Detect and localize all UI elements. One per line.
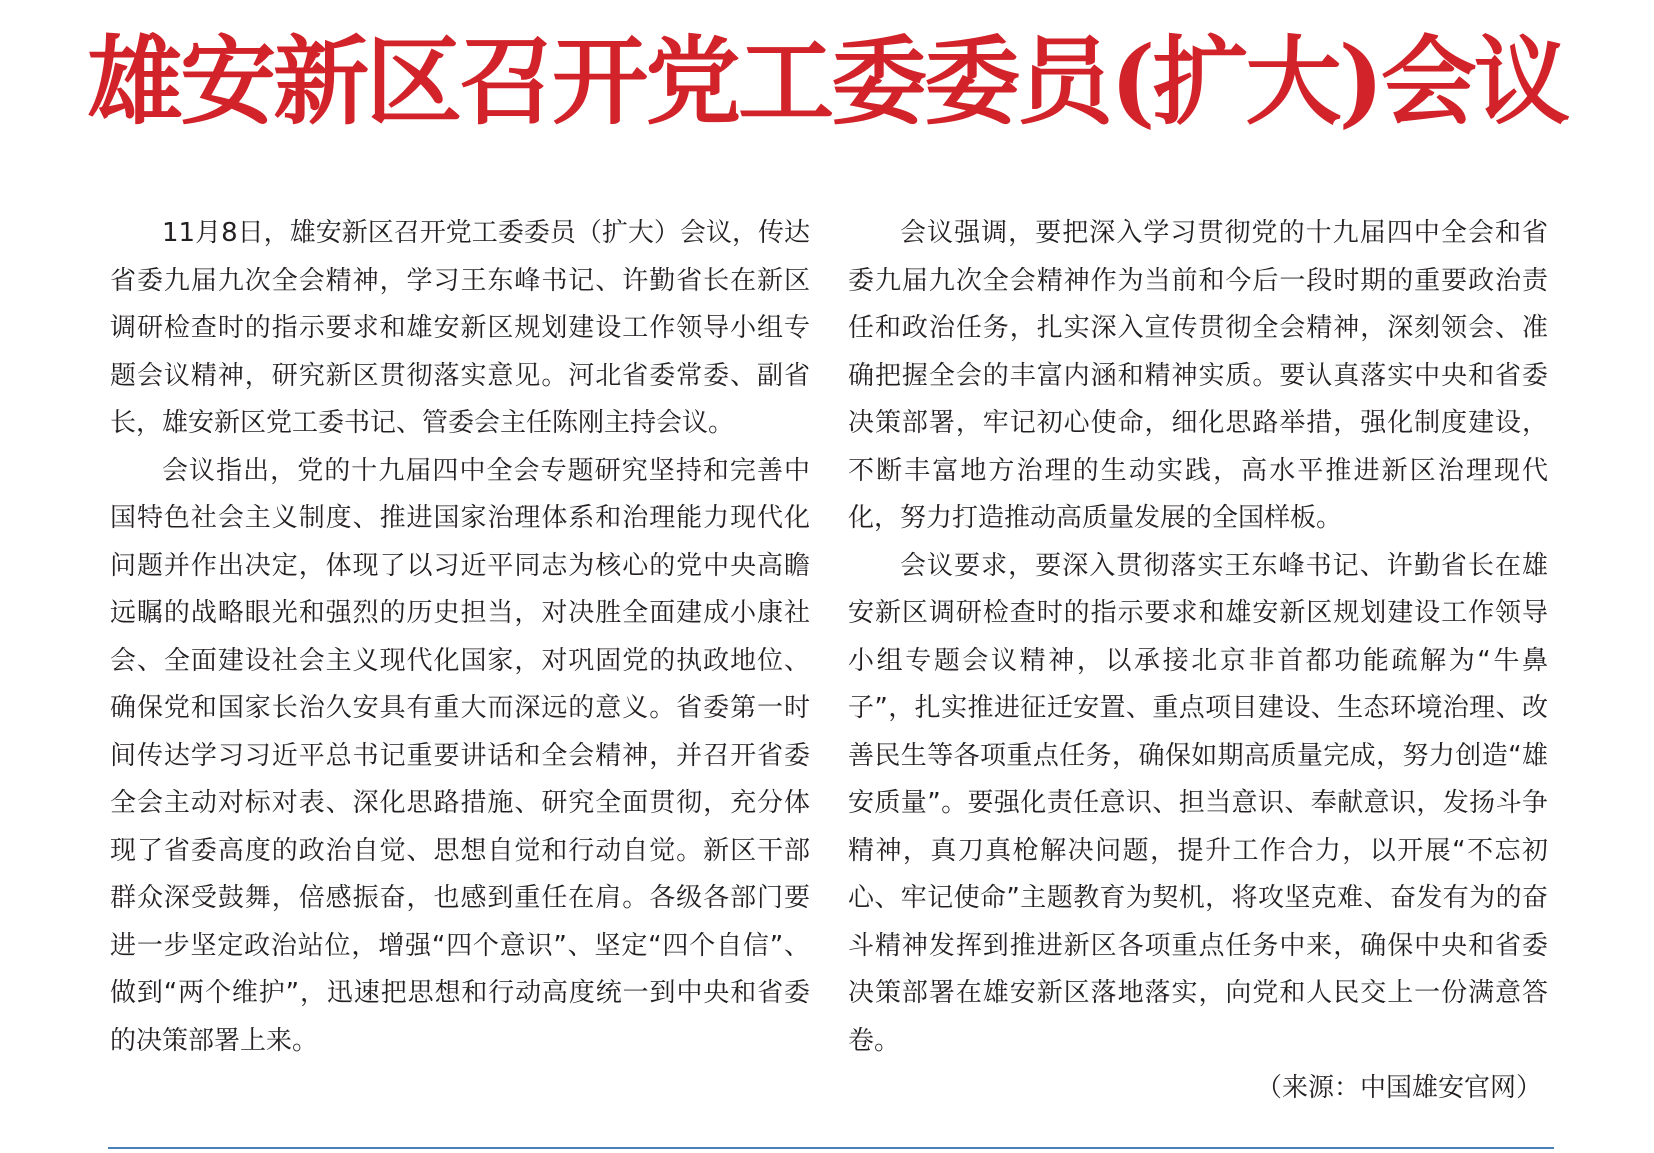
article-paragraph: 会议指出，党的十九届四中全会专题研究坚持和完善中国特色社会主义制度、推进国家治理体系和治理能力现代化问题并作出决定，体现了以习近平同志为核心的党中央高瞻远瞩的战略眼光和强烈的历史担当，对决胜全面建成小康社会、全面建设社会主义现代化国家，对巩固党的执政地位、确保党和国家长治久安具有重大而深远的意义。省委第一时间传达学习习近平总书记重要讲话和全会精神，并召开省委全会主动对标对表、深化思路措施、研究全面贯彻，充分体现了省委高度的政治自觉、思想自觉和行动自觉。新区干部群众深受鼓舞，倍感振奋，也感到重任在肩。各级各部门要进一步坚定政治站位，增强“四个意识”、坚定“四个自信”、做到“两个维护”，迅速把思想和行动高度统一到中央和省委的决策部署上来。 bbox=[110, 455, 810, 1056]
bottom-divider bbox=[108, 1147, 1554, 1149]
article-paragraph: 11月8日，雄安新区召开党工委委员（扩大）会议，传达省委九届九次全会精神，学习王东峰书记、许勤省长在新区调研检查时的指示要求和雄安新区规划建设工作领导小组专题会议精神，研究新区贯彻落实意见。河北省委常委、副省长，雄安新区党工委书记、管委会主任陈刚主持会议。 bbox=[110, 218, 810, 438]
article-paragraph: 会议强调，要把深入学习贯彻党的十九届四中全会和省委九届九次全会精神作为当前和今后一段时期的重要政治责任和政治任务，扎实深入宣传贯彻全会精神，深刻领会、准确把握全会的丰富内涵和精神实质。要认真落实中央和省委决策部署，牢记初心使命，细化思路举措，强化制度建设，不断丰富地方治理的生动实践，高水平推进新区治理现代化，努力打造推动高质量发展的全国样板。 bbox=[848, 218, 1548, 533]
article-source: （来源：中国雄安官网） bbox=[1255, 1073, 1542, 1103]
article-paragraph: 会议要求，要深入贯彻落实王东峰书记、许勤省长在雄安新区调研检查时的指示要求和雄安新区规划建设工作领导小组专题会议精神，以承接北京非首都功能疏解为“牛鼻子”，扎实推进征迁安置、重点项目建设、生态环境治理、改善民生等各项重点任务，确保如期高质量完成，努力创造“雄安质量”。要强化责任意识、担当意识、奉献意识，发扬斗争精神，真刀真枪解决问题，提升工作合力，以开展“不忘初心、牢记使命”主题教育为契机，将攻坚克难、奋发有为的奋斗精神发挥到推进新区各项重点任务中来，确保中央和省委决策部署在雄安新区落地落实，向党和人民交上一份满意答卷。 bbox=[848, 550, 1548, 1056]
article-title: 雄安新区召开党工委委员(扩大)会议 bbox=[87, 25, 1567, 138]
article-column-right bbox=[848, 210, 1548, 1113]
article-column-left bbox=[110, 210, 810, 1065]
